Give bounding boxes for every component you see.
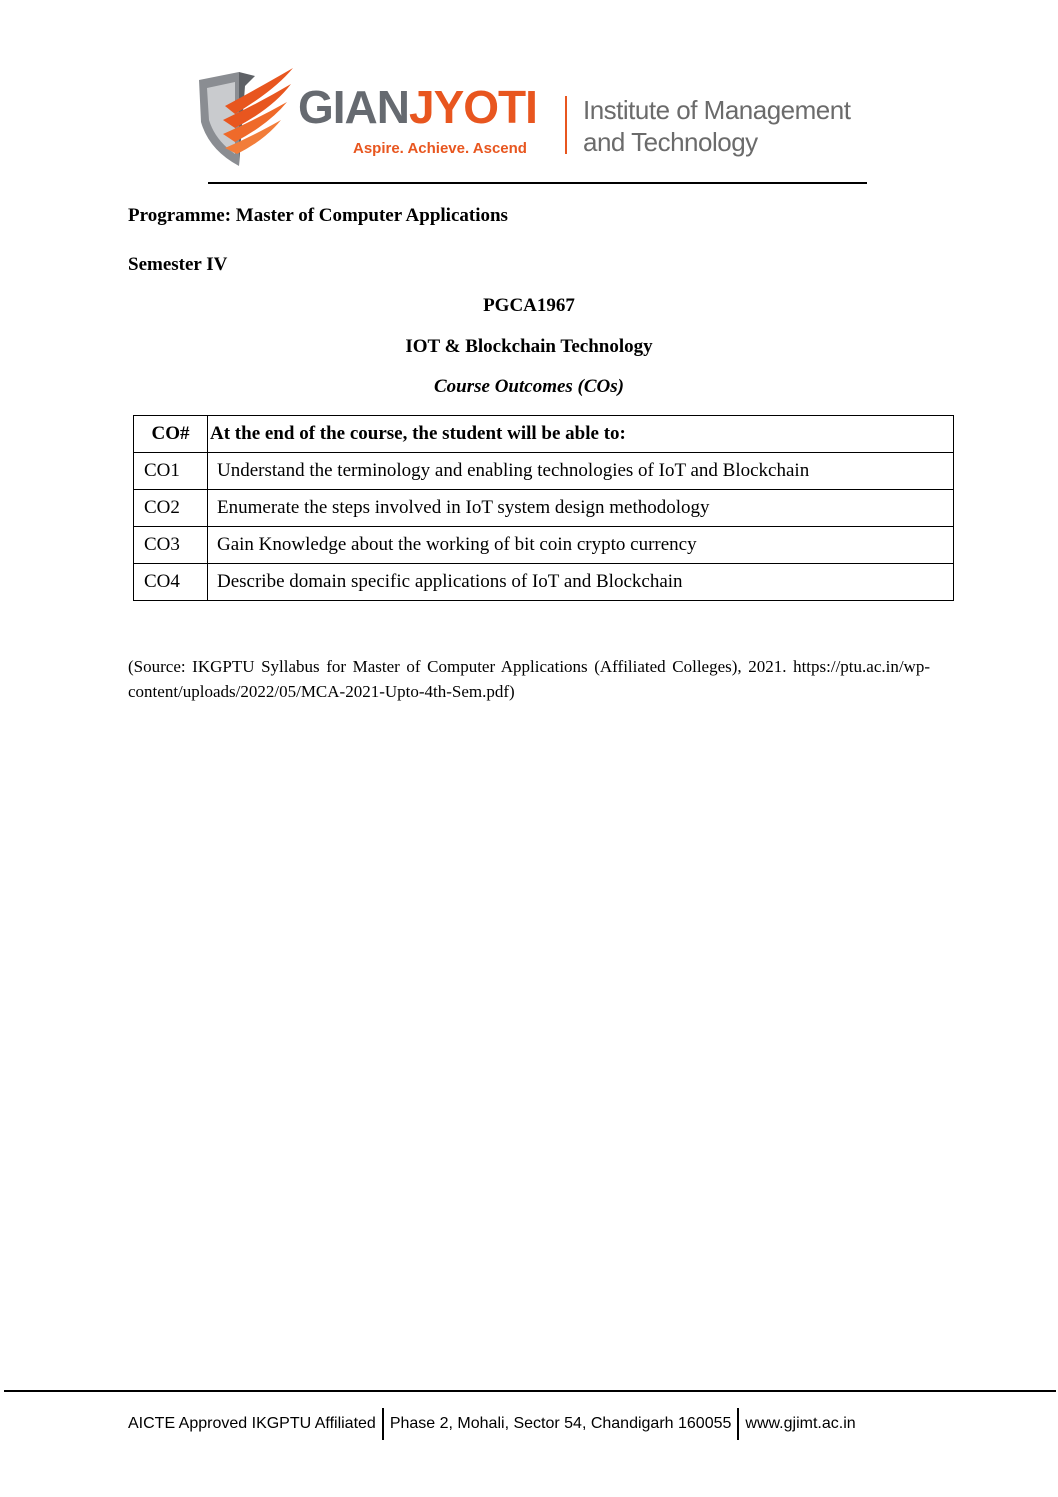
programme-title: Programme: Master of Computer Applications <box>128 205 508 226</box>
course-code: PGCA1967 <box>483 295 575 316</box>
footer-affiliation: AICTE Approved IKGPTU Affiliated <box>128 1415 376 1432</box>
co-description: Gain Knowledge about the working of bit coin crypto currency <box>208 527 954 564</box>
institute-name <box>583 94 850 158</box>
co-number: CO4 <box>134 564 208 601</box>
institute-name-line1: Institute of Management <box>583 95 851 125</box>
co-number: CO2 <box>134 490 208 527</box>
page-footer <box>128 1407 856 1441</box>
table-row <box>134 564 954 601</box>
footer-separator <box>737 1408 739 1440</box>
footer-address: Phase 2, Mohali, Sector 54, Chandigarh 160055 <box>389 1415 732 1432</box>
footer-separator <box>382 1408 384 1440</box>
institute-name-line2: and Technology <box>583 127 758 157</box>
logo-wordmark <box>298 81 537 133</box>
table-header-row <box>134 416 954 453</box>
course-outcomes-heading: Course Outcomes (COs) <box>433 376 624 397</box>
footer-website: www.gjimt.ac.in <box>745 1415 856 1432</box>
column-header-co: CO# <box>134 416 208 453</box>
footer-rule <box>4 1390 1056 1392</box>
column-header-outcome: At the end of the course, the student will be able to: <box>208 416 954 453</box>
shield-logo-icon <box>195 66 295 174</box>
table-row <box>134 490 954 527</box>
source-citation: (Source: IKGPTU Syllabus for Master of Computer Applications (Affiliated Colleges), 2021. https://ptu.ac.in/wp-content/uploads/2022/05/MCA-2021-Upto-4th-Sem.pdf) <box>128 657 930 701</box>
co-description: Enumerate the steps involved in IoT system design methodology <box>208 490 954 527</box>
co-number: CO3 <box>134 527 208 564</box>
table-row <box>134 453 954 490</box>
logo-tagline: Aspire. Achieve. Ascend <box>353 140 527 157</box>
course-title: IOT & Blockchain Technology <box>405 336 653 357</box>
course-outcomes-table <box>133 415 954 601</box>
table-row <box>134 527 954 564</box>
logo-divider <box>565 96 567 154</box>
semester-label: Semester IV <box>128 254 228 275</box>
co-description: Describe domain specific applications of IoT and Blockchain <box>208 564 954 601</box>
co-number: CO1 <box>134 453 208 490</box>
co-description: Understand the terminology and enabling technologies of IoT and Blockchain <box>208 453 954 490</box>
header-rule <box>208 182 867 184</box>
logo-gian: GIAN <box>298 81 409 133</box>
page-header <box>195 66 865 178</box>
logo-jyoti: JYOTI <box>409 81 537 133</box>
